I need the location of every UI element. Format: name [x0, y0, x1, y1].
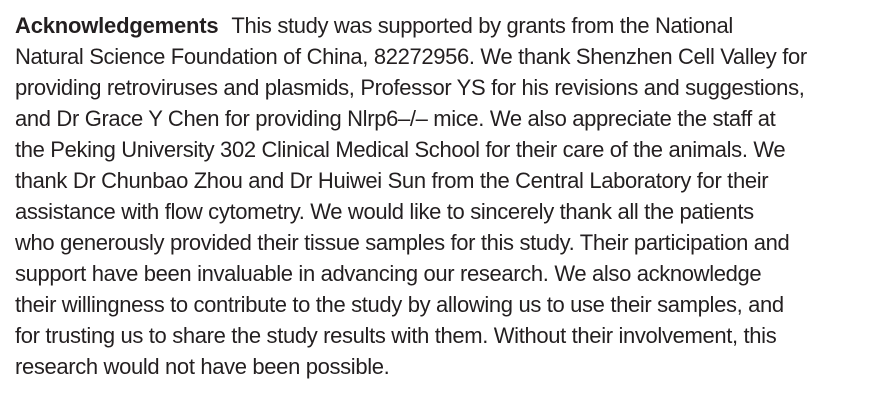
paragraph-line: research would not have been possible. — [15, 354, 390, 379]
acknowledgements-paragraph — [15, 10, 874, 382]
paragraph-line: Natural Science Foundation of China, 82272956. We thank Shenzhen Cell Valley for — [15, 44, 807, 69]
paragraph-line: thank Dr Chunbao Zhou and Dr Huiwei Sun from the Central Laboratory for their — [15, 168, 769, 193]
line-text: This study was supported by grants from the National — [231, 13, 733, 38]
paragraph-line: providing retroviruses and plasmids, Professor YS for his revisions and suggestions, — [15, 75, 805, 100]
paragraph-line: and Dr Grace Y Chen for providing Nlrp6–/– mice. We also appreciate the staff at — [15, 106, 776, 131]
paragraph-line: assistance with flow cytometry. We would like to sincerely thank all the patients — [15, 199, 754, 224]
paragraph-line: support have been invaluable in advancing our research. We also acknowledge — [15, 261, 762, 286]
paragraph-line: the Peking University 302 Clinical Medical School for their care of the animals. We — [15, 137, 786, 162]
paragraph-line: for trusting us to share the study results with them. Without their involvement, this — [15, 323, 777, 348]
paragraph-line — [15, 10, 874, 41]
paragraph-line: who generously provided their tissue samples for this study. Their participation and — [15, 230, 790, 255]
section-heading: Acknowledgements — [15, 13, 219, 38]
paragraph-line: their willingness to contribute to the study by allowing us to use their samples, and — [15, 292, 784, 317]
